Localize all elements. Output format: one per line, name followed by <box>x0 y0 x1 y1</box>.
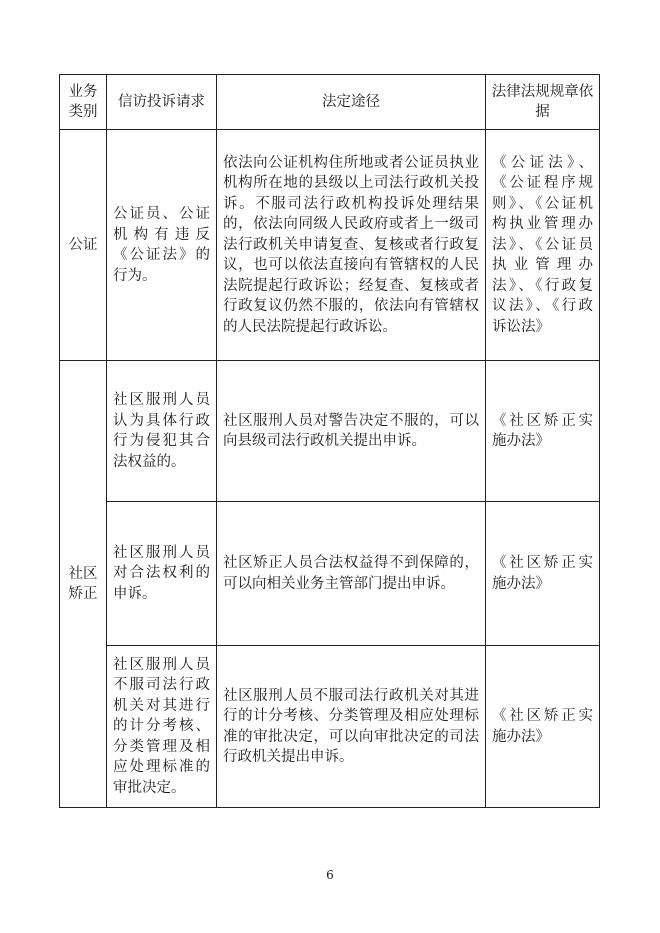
request-cell: 公证员、公证机构有违反《公证法》的行为。 <box>107 130 217 361</box>
header-row <box>60 75 600 130</box>
basis-cell: 《社区矫正实施办法》 <box>486 361 600 502</box>
request-cell: 社区服刑人员对合法权利的申诉。 <box>107 502 217 646</box>
table-row <box>60 646 600 808</box>
route-cell: 社区服刑人员对警告决定不服的，可以向县级司法行政机关提出申诉。 <box>217 361 486 502</box>
route-cell: 社区矫正人员合法权益得不到保障的，可以向相关业务主管部门提出申诉。 <box>217 502 486 646</box>
table-row <box>60 502 600 646</box>
table-row <box>60 130 600 361</box>
category-notary: 公证 <box>60 130 107 361</box>
request-cell: 社区服刑人员不服司法行政机关对其进行的计分考核、分类管理及相应处理标准的审批决定。 <box>107 646 217 808</box>
header-category: 业务类别 <box>60 75 107 130</box>
page-number: 6 <box>326 868 334 882</box>
request-cell: 社区服刑人员认为具体行政行为侵犯其合法权益的。 <box>107 361 217 502</box>
regulation-table <box>59 74 600 808</box>
basis-cell: 《公证法》、《公证程序规则》、《公证机构执业管理办法》、《公证员执业管理办法》、《行政复议法》、《行政诉讼法》 <box>486 130 600 361</box>
header-route: 法定途径 <box>217 75 486 130</box>
header-request: 信访投诉请求 <box>107 75 217 130</box>
header-basis: 法律法规规章依据 <box>486 75 600 130</box>
basis-cell: 《社区矫正实施办法》 <box>486 502 600 646</box>
category-community-correction: 社区矫正 <box>60 361 107 808</box>
basis-cell: 《社区矫正实施办法》 <box>486 646 600 808</box>
route-cell: 社区服刑人员不服司法行政机关对其进行的计分考核、分类管理及相应处理标准的审批决定，可以向审批决定的司法行政机关提出申诉。 <box>217 646 486 808</box>
table-row <box>60 361 600 502</box>
route-cell: 依法向公证机构住所地或者公证员执业机构所在地的县级以上司法行政机关投诉。不服司法行政机构投诉处理结果的，依法向同级人民政府或者上一级司法行政机关申请复查、复核或者行政复议，也可以依法直接向有管辖权的人民法院提起行政诉讼；经复查、复核或者行政复议仍然不服的，依法向有管辖权的人民法院提起行政诉讼。 <box>217 130 486 361</box>
